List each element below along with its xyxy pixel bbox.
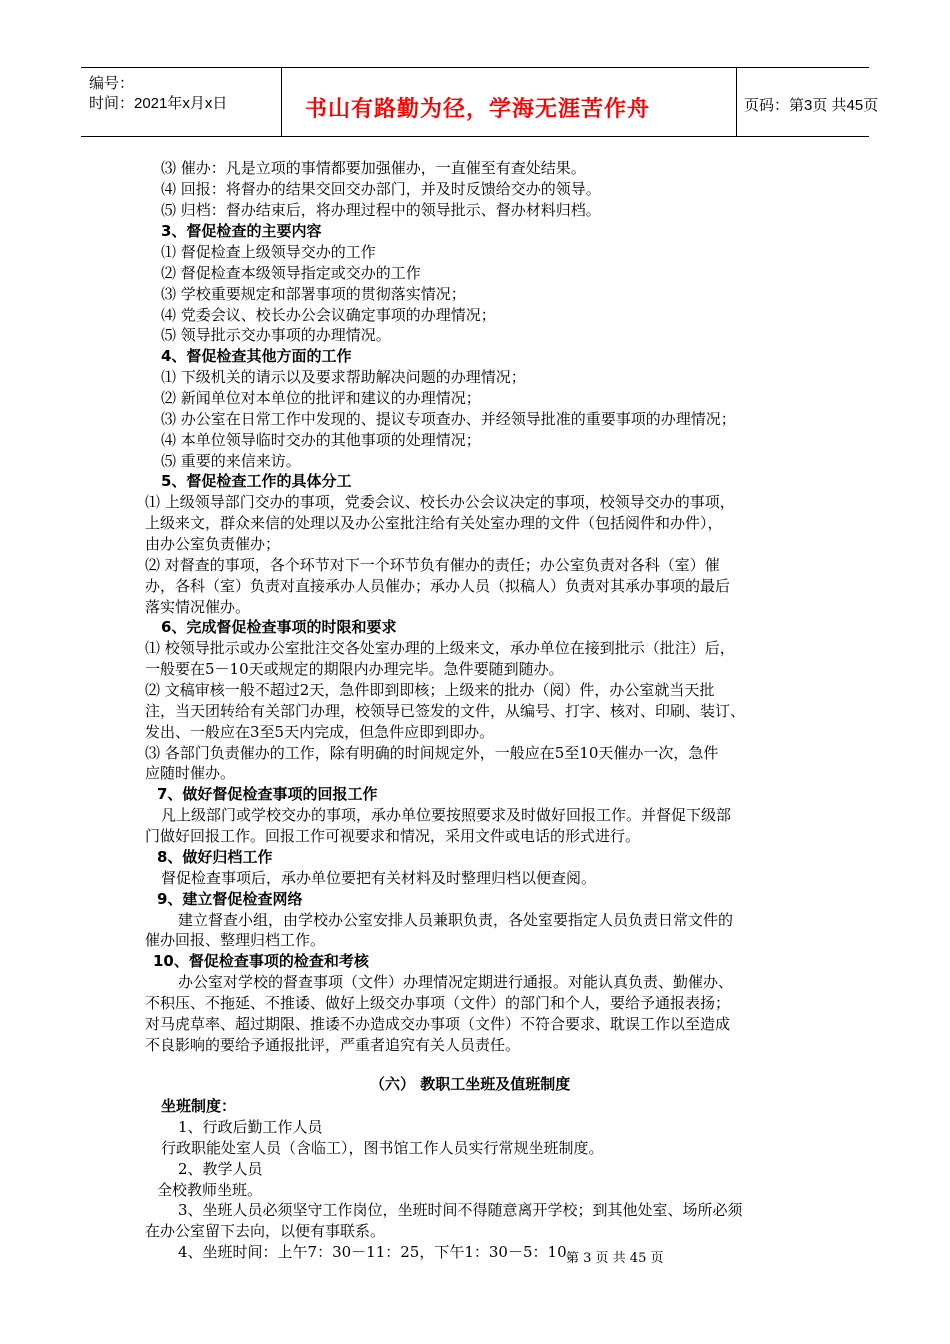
body-line: 凡上级部门或学校交办的事项，承办单位要按照要求及时做好回报工作。并督促下级部 bbox=[161, 806, 732, 824]
body-line: ⑵ 对督查的事项，各个环节对下一个环节负有催办的责任；办公室负责对各科（室）催 bbox=[145, 556, 720, 574]
body-line: 一般要在5－10天或规定的期限内办理完毕。急件要随到随办。 bbox=[145, 660, 564, 678]
body-line: 催办回报、整理归档工作。 bbox=[145, 931, 326, 949]
body-line: 办，各科（室）负责对直接承办人员催办；承办人员（拟稿人）负责对其承办事项的最后 bbox=[145, 577, 731, 595]
body-line: ⑸ 归档：督办结束后，将办理过程中的领导批示、督办材料归档。 bbox=[161, 201, 601, 219]
body-line: ⑷ 党委会议、校长办公会议确定事项的办理情况； bbox=[161, 306, 496, 324]
body-line: 行政职能处室人员（含临工），图书馆工作人员实行常规坐班制度。 bbox=[161, 1139, 604, 1157]
body-line: ⑴ 下级机关的请示以及要求帮助解决问题的办理情况； bbox=[161, 368, 526, 386]
section-heading: 3、督促检查的主要内容 bbox=[161, 222, 322, 240]
body-line: 建立督查小组，由学校办公室安排人员兼职负责，各处室要指定人员负责日常文件的 bbox=[178, 911, 734, 929]
subsection-heading: 坐班制度： bbox=[161, 1097, 237, 1115]
body-line: ⑶ 催办：凡是立项的事情都要加强催办，一直催至有查处结果。 bbox=[161, 159, 586, 177]
body-line: 不良影响的要给予通报批评，严重者追究有关人员责任。 bbox=[145, 1036, 521, 1054]
body-line: 应随时催办。 bbox=[145, 764, 236, 782]
body-line: 注，当天团转给有关部门办理，校领导已签发的文件，从编号、打字、核对、印刷、装订、 bbox=[145, 702, 746, 720]
body-line: 发出、一般应在3至5天内完成，但急件应即到即办。 bbox=[145, 723, 495, 741]
body-line: 1、行政后勤工作人员 bbox=[178, 1118, 323, 1136]
body-line: 不积压、不拖延、不推诿、做好上级交办事项（文件）的部门和个人，要给予通报表扬； bbox=[145, 994, 731, 1012]
section-heading: 7、做好督促检查事项的回报工作 bbox=[157, 785, 378, 803]
footer-page-number: 第 3 页 共 45 页 bbox=[566, 1251, 664, 1266]
body-line: 门做好回报工作。回报工作可视要求和情况，采用文件或电话的形式进行。 bbox=[145, 827, 641, 845]
body-line: 4、坐班时间：上午7：30－11：25，下午1：30－5：10。 bbox=[178, 1243, 582, 1261]
header-motto: 书山有路勤为径，学海无涯苦作舟 bbox=[305, 97, 651, 122]
section-heading: 4、督促检查其他方面的工作 bbox=[161, 347, 352, 365]
body-line: ⑶ 各部门负责催办的工作，除有明确的时间规定外，一般应在5至10天催办一次，急件 bbox=[145, 744, 719, 762]
document-number-label: 编号： bbox=[89, 75, 135, 92]
section-heading: 5、督促检查工作的具体分工 bbox=[161, 472, 352, 490]
body-line: ⑵ 文稿审核一般不超过2天，急件即到即核；上级来的批办（阅）件，办公室就当天批 bbox=[145, 681, 715, 699]
body-line: ⑴ 校领导批示或办公室批注交各处室办理的上级来文，承办单位在接到批示（批注）后， bbox=[145, 639, 735, 657]
body-line: 对马虎草率、超过期限、推诿不办造成交办事项（文件）不符合要求、耽误工作以至造成 bbox=[145, 1015, 731, 1033]
body-line: ⑶ 学校重要规定和部署事项的贯彻落实情况； bbox=[161, 285, 466, 303]
body-line: 办公室对学校的督查事项（文件）办理情况定期进行通报。对能认真负责、勤催办、 bbox=[178, 973, 734, 991]
body-line: 全校教师坐班。 bbox=[157, 1181, 263, 1199]
body-line: 由办公室负责催办； bbox=[145, 535, 281, 553]
body-line: ⑷ 回报：将督办的结果交回交办部门，并及时反馈给交办的领导。 bbox=[161, 180, 601, 198]
body-line: ⑵ 督促检查本级领导指定或交办的工作 bbox=[161, 264, 421, 282]
section-heading: 6、完成督促检查事项的时限和要求 bbox=[161, 618, 397, 636]
body-line: 落实情况催办。 bbox=[145, 598, 251, 616]
body-line: ⑶ 办公室在日常工作中发现的、提议专项查办、并经领导批准的重要事项的办理情况； bbox=[161, 410, 736, 428]
body-line: ⑸ 领导批示交办事项的办理情况。 bbox=[161, 326, 391, 344]
section-heading: 8、做好归档工作 bbox=[157, 848, 273, 866]
body-line: ⑵ 新闻单位对本单位的批评和建议的办理情况； bbox=[161, 389, 481, 407]
body-line: 在办公室留下去向，以便有事联系。 bbox=[145, 1222, 386, 1240]
document-time-label: 时间：2021年x月x日 bbox=[89, 95, 228, 112]
body-line: ⑴ 上级领导部门交办的事项，党委会议、校长办公会议决定的事项，校领导交办的事项， bbox=[145, 493, 735, 511]
body-line: ⑸ 重要的来信来访。 bbox=[161, 452, 301, 470]
body-line: ⑴ 督促检查上级领导交办的工作 bbox=[161, 243, 376, 261]
chapter-heading: （六） 教职工坐班及值班制度 bbox=[370, 1075, 571, 1093]
section-heading: 10、督促检查事项的检查和考核 bbox=[153, 952, 369, 970]
body-line: 2、教学人员 bbox=[178, 1160, 263, 1178]
section-heading: 9、建立督促检查网络 bbox=[157, 890, 303, 908]
body-line: 上级来文，群众来信的处理以及办公室批注给有关处室办理的文件（包括阅件和办件）， bbox=[145, 514, 723, 532]
body-line: 督促检查事项后，承办单位要把有关材料及时整理归档以便查阅。 bbox=[161, 869, 597, 887]
body-line: ⑷ 本单位领导临时交办的其他事项的处理情况； bbox=[161, 431, 481, 449]
header-page-info: 页码：第3页 共45页 bbox=[744, 97, 879, 114]
body-line: 3、坐班人员必须坚守工作岗位，坐班时间不得随意离开学校；到其他处室、场所必须 bbox=[178, 1201, 743, 1219]
